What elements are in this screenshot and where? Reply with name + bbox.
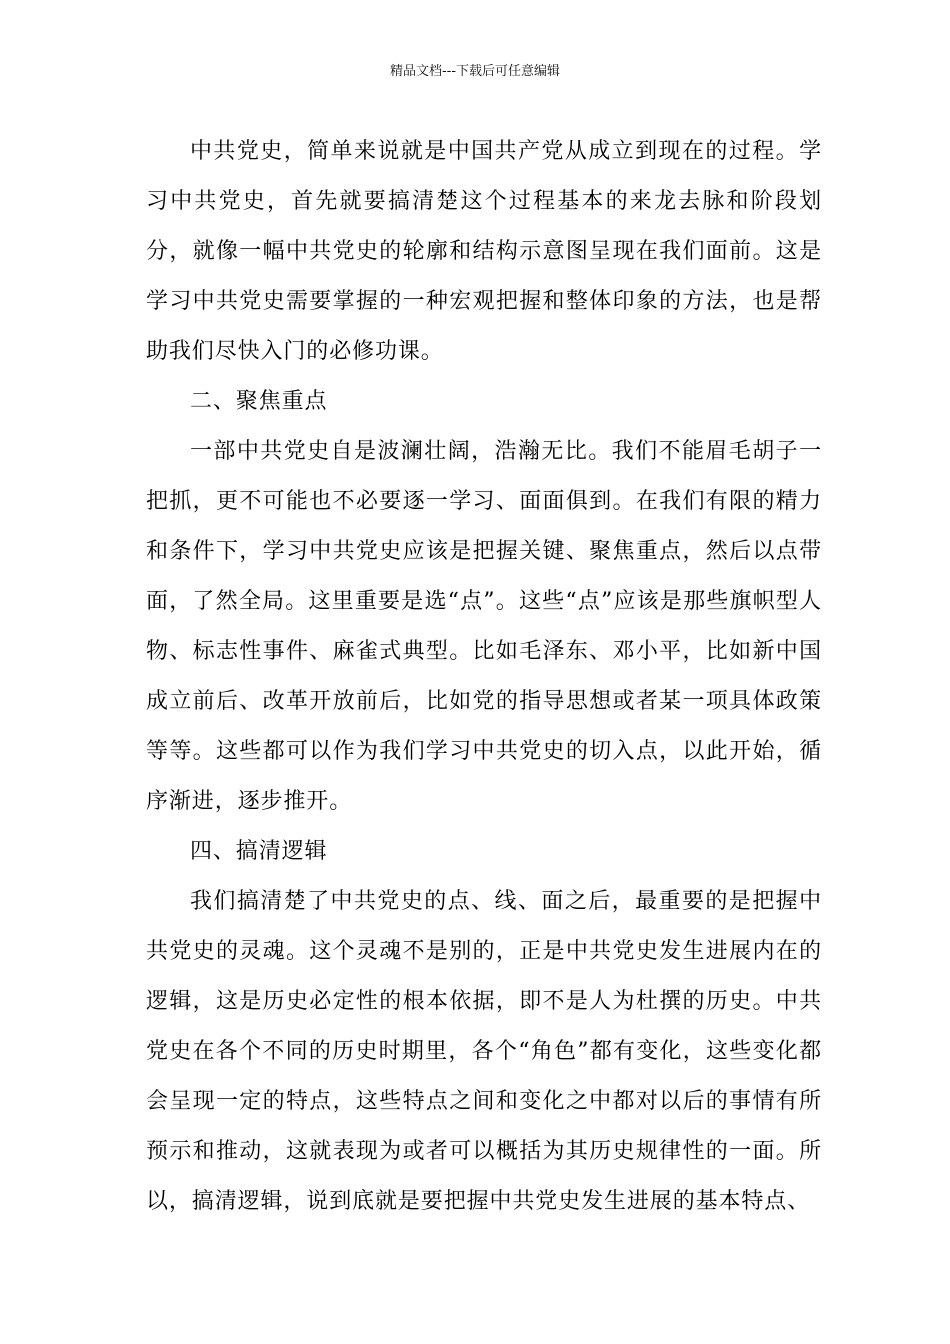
- document-body: [146, 127, 822, 1227]
- paragraph-focus: 一部中共党史自是波澜壮阔，浩瀚无比。我们不能眉毛胡子一把抓，更不可能也不必要逐一学习、面面俱到。在我们有限的精力和条件下，学习中共党史应该是把握关键、聚焦重点，然后以点带面，了然全局。这里重要是选“点”。这些“点”应该是那些旗帜型人物、标志性事件、麻雀式典型。比如毛泽东、邓小平，比如新中国成立前后、改革开放前后，比如党的指导思想或者某一项具体政策等等。这些都可以作为我们学习中共党史的切入点，以此开始，循序渐进，逐步推开。: [146, 439, 822, 814]
- section-heading-focus: 二、聚焦重点: [190, 389, 328, 414]
- page-header: 精品文档---下载后可任意编辑: [389, 64, 561, 79]
- paragraph-intro: 中共党史，简单来说就是中国共产党从成立到现在的过程。学习中共党史，首先就要搞清楚这个过程基本的来龙去脉和阶段划分，就像一幅中共党史的轮廓和结构示意图呈现在我们面前。这是学习中共党史需要掌握的一种宏观把握和整体印象的方法，也是帮助我们尽快入门的必修功课。: [146, 139, 822, 364]
- section-heading-logic: 四、搞清逻辑: [190, 839, 328, 864]
- paragraph-logic: 我们搞清楚了中共党史的点、线、面之后，最重要的是把握中共党史的灵魂。这个灵魂不是别的，正是中共党史发生进展内在的逻辑，这是历史必定性的根本依据，即不是人为杜撰的历史。中共党史在各个不同的历史时期里，各个“角色”都有变化，这些变化都会呈现一定的特点，这些特点之间和变化之中都对以后的事情有所预示和推动，这就表现为或者可以概括为其历史规律性的一面。所以，搞清逻辑，说到底就是要把握中共党史发生进展的基本特点、: [146, 889, 822, 1214]
